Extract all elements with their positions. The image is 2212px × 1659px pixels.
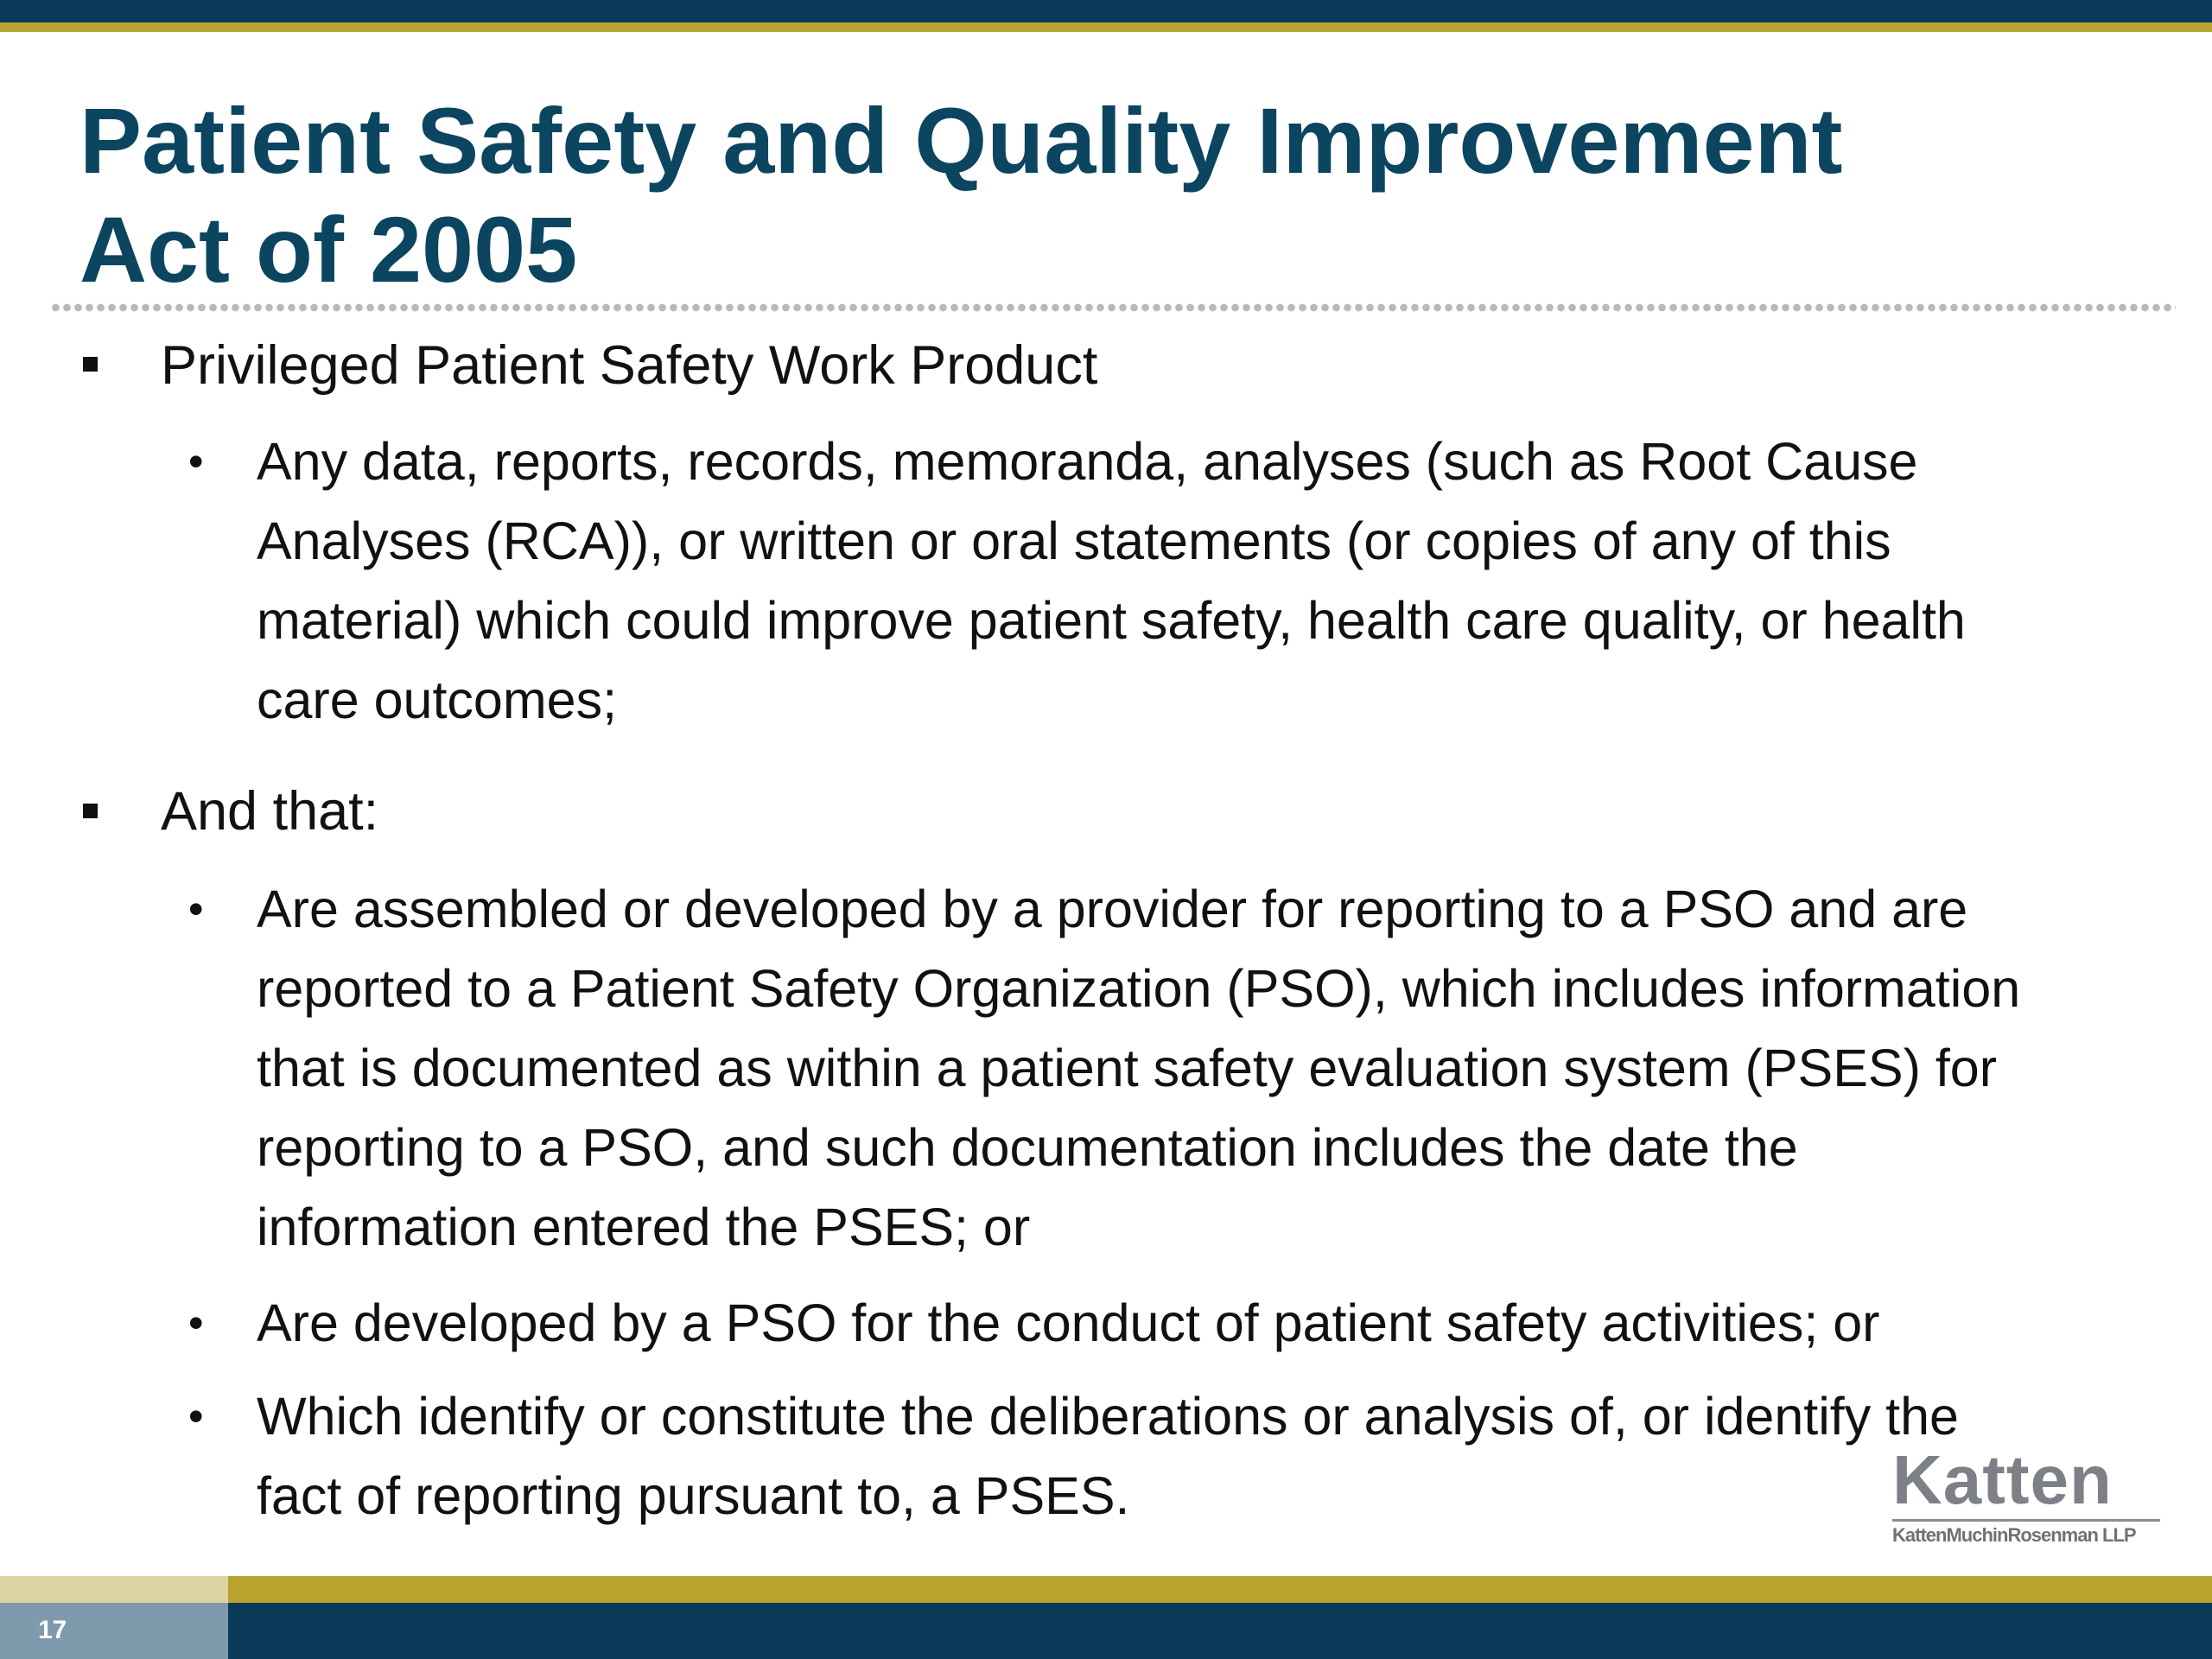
page-number-accent (0, 1576, 228, 1603)
title-line-1: Patient Safety and Quality Improvement (79, 88, 1843, 193)
text-line: that is documented as within a patient safety evaluation system (PSES) for (257, 1039, 1998, 1097)
text-line: care outcomes; (257, 671, 618, 729)
text-line: material) which could improve patient safety, health care quality, or health (257, 591, 1966, 650)
sub-bullet-definition (257, 422, 2158, 740)
text-line: information entered the PSES; or (257, 1198, 1031, 1256)
round-bullet-icon: • (188, 1299, 204, 1347)
text-line: Are developed by a PSO for the conduct of patient safety activities; or (257, 1294, 1880, 1352)
logo-firm-name: KattenMuchinRosenman LLP (1892, 1524, 2136, 1546)
text-line: reporting to a PSO, and such documentation includes the date the (257, 1118, 1798, 1177)
text-line: Which identify or constitute the deliberations or analysis of, or identify the (257, 1387, 1959, 1446)
sub-bullet-pso-activities (257, 1283, 2158, 1363)
sub-bullet-deliberations (257, 1376, 2158, 1535)
title-line-2: Act of 2005 (79, 197, 578, 302)
round-bullet-icon: • (188, 437, 204, 486)
text-line: Are assembled or developed by a provider for reporting to a PSO and are (257, 880, 1968, 938)
round-bullet-icon: • (188, 885, 204, 933)
round-bullet-icon: • (188, 1392, 204, 1440)
sub-bullet-provider-reporting (257, 869, 2158, 1267)
square-bullet-icon (83, 804, 98, 818)
bottom-navy-band (228, 1603, 2212, 1659)
bullet-and-that: And that: (161, 781, 379, 842)
bullet-privileged-work-product: Privileged Patient Safety Work Product (161, 335, 1098, 396)
text-line: Analyses (RCA)), or written or oral statements (or copies of any of this (257, 512, 1891, 570)
logo-wordmark: Katten (1892, 1441, 2113, 1518)
page-number: 17 (38, 1616, 67, 1644)
text-line: fact of reporting pursuant to, a PSES. (257, 1466, 1130, 1525)
page-number-box (0, 1603, 228, 1659)
katten-logo (1892, 1443, 2162, 1545)
bottom-gold-band (228, 1576, 2212, 1603)
text-line: Any data, reports, records, memoranda, analyses (such as Root Cause (257, 432, 1918, 491)
square-bullet-icon (83, 357, 98, 372)
text-line: reported to a Patient Safety Organization (PSO), which includes information (257, 959, 2021, 1018)
logo-rule (1892, 1519, 2160, 1522)
